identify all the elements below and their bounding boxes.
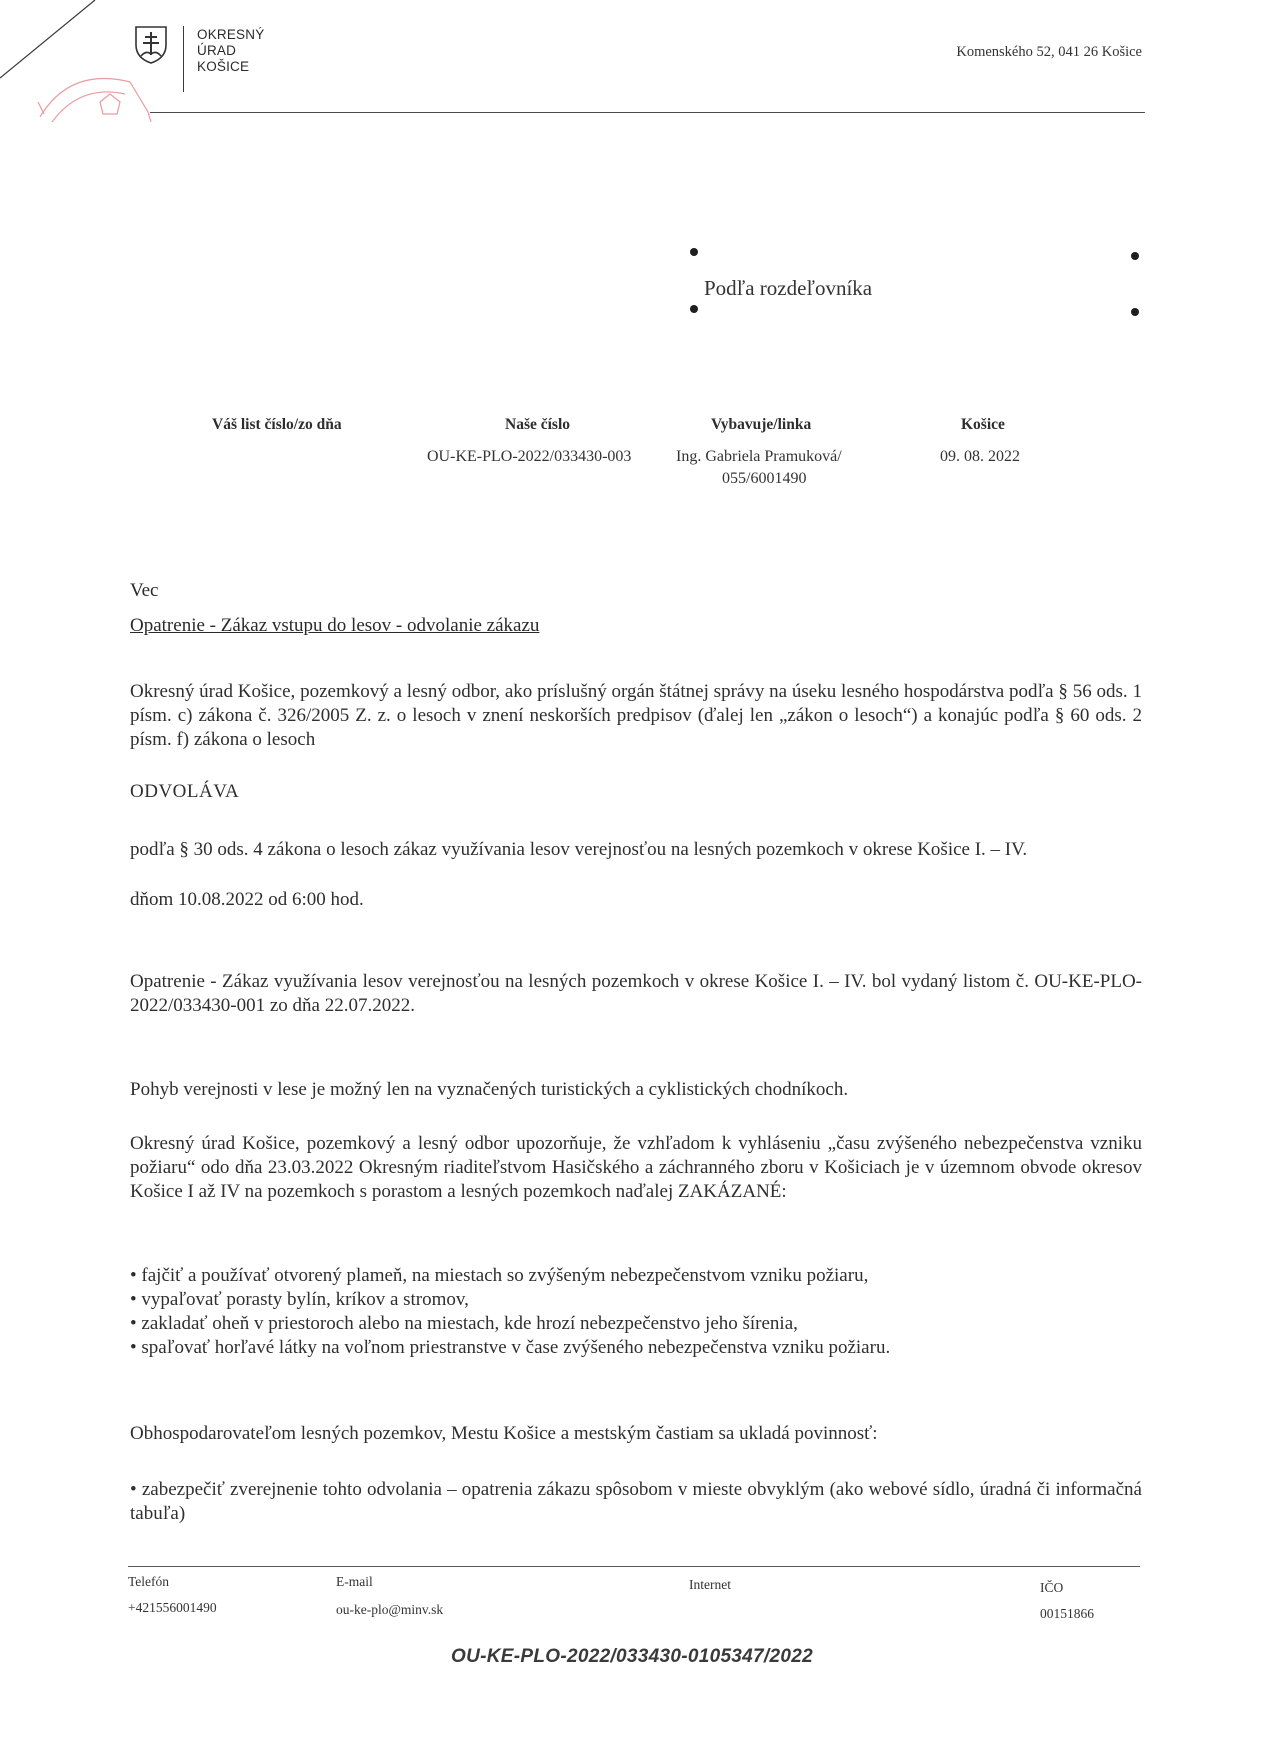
- recipient: Podľa rozdeľovníka: [704, 276, 873, 300]
- subject-label: Vec: [130, 580, 159, 601]
- movement-paragraph: Pohyb verejnosti v lese je možný len na vyznačených turistických a cyklistických chodníkoch.: [130, 1079, 849, 1100]
- our-number-value: OU-KE-PLO-2022/033430-003: [427, 448, 632, 465]
- office-name-line: OKRESNÝ: [197, 27, 265, 42]
- revocation-paragraph: podľa § 30 ods. 4 zákona o lesoch zákaz využívania lesov verejnosťou na lesných pozemkoch v okrese Košice I. – IV.: [130, 839, 1028, 860]
- office-name-line: KOŠICE: [197, 59, 250, 74]
- handled-by-value: Ing. Gabriela Pramuková/: [676, 448, 842, 465]
- handled-by-label: Vybavuje/linka: [711, 416, 812, 433]
- address-window-dot: [1131, 252, 1139, 260]
- decision-word: ODVOLÁVA: [130, 781, 240, 802]
- warning-paragraph: Okresný úrad Košice, pozemkový a lesný odbor upozorňuje, že vzhľadom k vyhláseniu „času zvýšeného nebezpečenstva vzniku požiaru“ odo dňa 23.03.2022 Okresným riaditeľstvom Hasičského a záchranného zboru v Košiciach je v územnom obvode okresov Košice I až IV na pozemkoch s porastom a lesných pozemkoch naďalej ZAKÁZANÉ:: [130, 1133, 1142, 1202]
- effective-date: dňom 10.08.2022 od 6:00 hod.: [130, 889, 364, 910]
- office-name-line: ÚRAD: [197, 43, 237, 58]
- intro-paragraph: Okresný úrad Košice, pozemkový a lesný odbor, ako príslušný orgán štátnej správy na úseku lesného hospodárstva podľa § 56 ods. 1 písm. c) zákona č. 326/2005 Z. z. o lesoch v znení neskorších predpisov (ďalej len „zákon o lesoch“) a konajúc podľa § 60 ods. 2 písm. f) zákona o lesoch: [130, 681, 1142, 750]
- handled-by-phone: 055/6001490: [722, 470, 807, 487]
- phone-label: Telefón: [128, 1574, 170, 1589]
- duty-intro-paragraph: Obhospodarovateľom lesných pozemkov, Mestu Košice a mestským častiam sa ukladá povinnosť:: [130, 1423, 878, 1444]
- letter-date: 09. 08. 2022: [940, 448, 1020, 465]
- our-number-label: Naše číslo: [505, 416, 571, 433]
- list-item: • spaľovať horľavé látky na voľnom priestranstve v čase zvýšeného nebezpečenstva vzniku požiaru.: [130, 1336, 1142, 1360]
- address-window-dot: [1131, 308, 1139, 316]
- document-id: OU-KE-PLO-2022/033430-0105347/2022: [451, 1646, 813, 1667]
- list-item: • vypaľovať porasty bylín, kríkov a stromov,: [130, 1288, 1142, 1312]
- office-address: Komenského 52, 041 26 Košice: [956, 44, 1142, 60]
- your-letter-label: Váš list číslo/zo dňa: [212, 416, 342, 433]
- office-name: [197, 27, 264, 75]
- place-label: Košice: [961, 416, 1005, 433]
- internet-label: Internet: [689, 1577, 731, 1592]
- issued-note-paragraph: Opatrenie - Zákaz využívania lesov verejnosťou na lesných pozemkoch v okrese Košice I. – IV. bol vydaný listom č. OU-KE-PLO-2022/033430-001 zo dňa 22.07.2022.: [130, 971, 1142, 1016]
- email-value: ou-ke-plo@minv.sk: [336, 1602, 444, 1617]
- office-stamp-image: [30, 62, 190, 152]
- address-window-dot: [690, 248, 698, 256]
- address-window-dot: [690, 305, 698, 313]
- duty-item: • zabezpečiť zverejnenie tohto odvolania – opatrenia zákazu spôsobom v mieste obvyklým (ako webové sídlo, úradná či informačná tabuľa): [130, 1479, 1142, 1524]
- list-item: • zakladať oheň v priestoroch alebo na miestach, kde hrozí nebezpečenstvo jeho šírenia,: [130, 1312, 1142, 1336]
- header-divider: [183, 26, 184, 92]
- footer-rule: [128, 1566, 1140, 1567]
- subject-title: Opatrenie - Zákaz vstupu do lesov - odvolanie zákazu: [130, 615, 540, 636]
- phone-value: +421556001490: [128, 1600, 217, 1615]
- email-label: E-mail: [336, 1574, 373, 1589]
- list-item: • fajčiť a používať otvorený plameň, na miestach so zvýšeným nebezpečenstvom vzniku požiaru,: [130, 1264, 1142, 1288]
- header-rule: [150, 112, 1145, 113]
- ico-value: 00151866: [1040, 1606, 1094, 1621]
- coat-of-arms-icon: [133, 25, 169, 65]
- prohibited-list: [130, 1264, 1142, 1360]
- ico-label: IČO: [1040, 1580, 1064, 1595]
